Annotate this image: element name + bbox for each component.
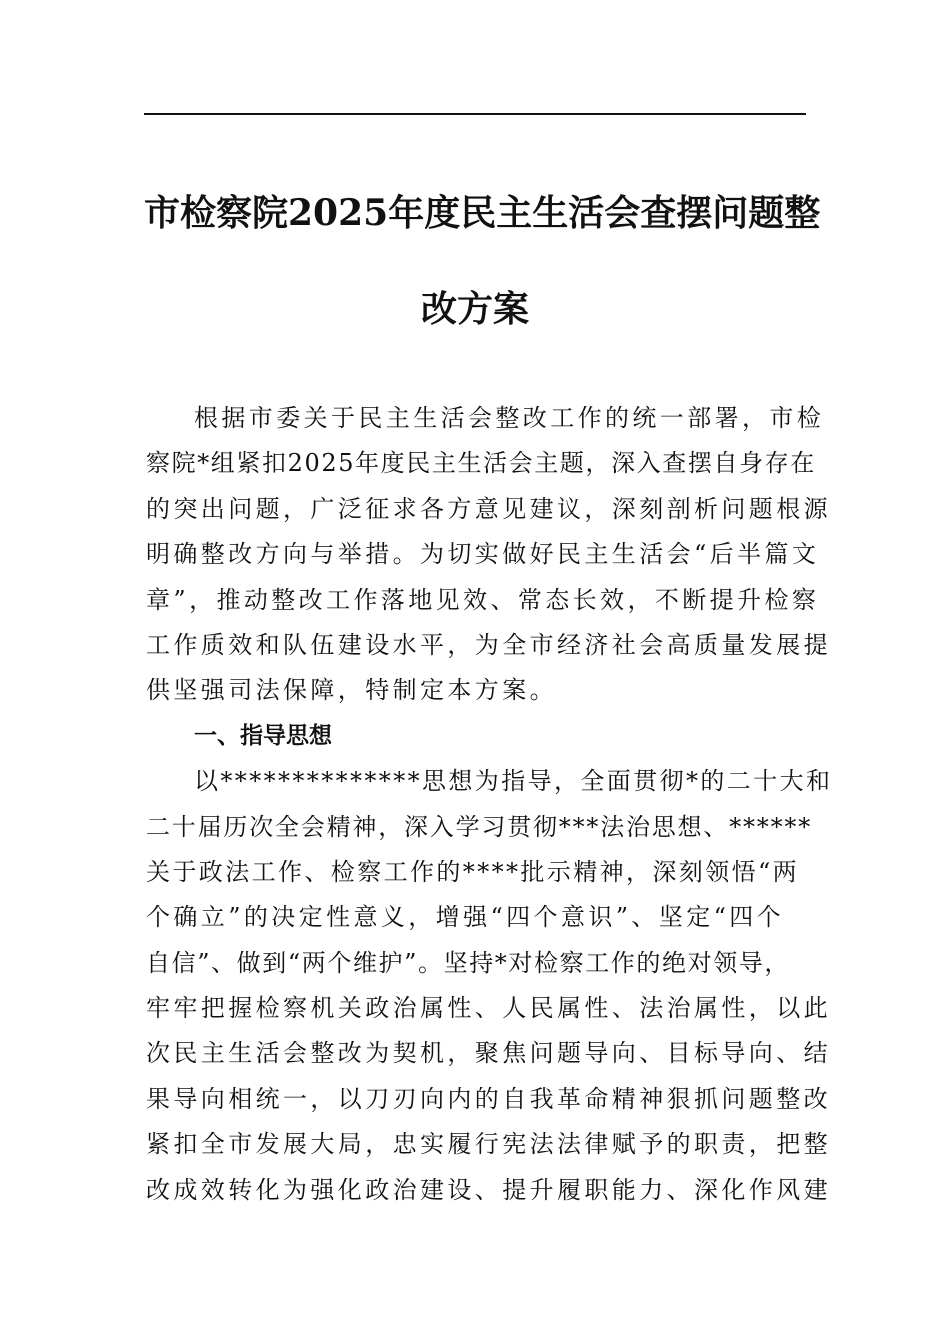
title-line: 改方案 bbox=[420, 288, 529, 330]
section-heading: 一、指导思想 bbox=[194, 722, 332, 749]
paragraph-line: 牢牢把握检察机关政治属性、人民属性、法治属性，以此 bbox=[146, 994, 831, 1023]
paragraph-line: 察院*组紧扣2025年度民主生活会主题，深入查摆自身存在 bbox=[146, 449, 816, 478]
paragraph-line: 以**************思想为指导，全面贯彻*的二十大和 bbox=[194, 767, 833, 796]
intro-paragraph bbox=[146, 396, 831, 714]
paragraph-line: 改成效转化为强化政治建设、提升履职能力、深化作风建 bbox=[146, 1175, 831, 1204]
document-title bbox=[144, 165, 821, 357]
paragraph-line: 工作质效和队伍建设水平，为全市经济社会高质量发展提 bbox=[146, 630, 831, 659]
document-body bbox=[146, 396, 833, 1213]
paragraph-line: 个确立”的决定性意义，增强“四个意识”、坚定“四个 bbox=[146, 903, 785, 932]
paragraph-line: 的突出问题，广泛征求各方意见建议，深刻剖析问题根源 bbox=[146, 494, 831, 523]
paragraph-line: 二十届历次全会精神，深入学习贯彻***法治思想、****** bbox=[146, 812, 812, 841]
paragraph-line: 明确整改方向与举措。为切实做好民主生活会“后半篇文 bbox=[146, 540, 820, 569]
paragraph-line: 紧扣全市发展大局，忠实履行宪法法律赋予的职责，把整 bbox=[146, 1130, 831, 1159]
paragraph-line: 章”，推动整改工作落地见效、常态长效，不断提升检察 bbox=[146, 585, 820, 614]
header-rule bbox=[144, 113, 806, 115]
paragraph-line: 自信”、做到“两个维护”。坚持*对检察工作的绝对领导， bbox=[146, 948, 791, 977]
paragraph-line: 果导向相统一，以刀刃向内的自我革命精神狠抓问题整改 bbox=[146, 1084, 831, 1113]
paragraph-line: 关于政法工作、检察工作的****批示精神，深刻领悟“两 bbox=[146, 857, 800, 886]
title-line: 市检察院2025年度民主生活会查摆问题整 bbox=[144, 192, 821, 234]
paragraph-line: 供坚强司法保障，特制定本方案。 bbox=[146, 676, 557, 705]
paragraph-line: 次民主生活会整改为契机，聚焦问题导向、目标导向、结 bbox=[146, 1039, 831, 1068]
paragraph-line: 根据市委关于民主生活会整改工作的统一部署，市检 bbox=[194, 404, 825, 432]
guiding-ideology-paragraph bbox=[146, 759, 833, 1213]
